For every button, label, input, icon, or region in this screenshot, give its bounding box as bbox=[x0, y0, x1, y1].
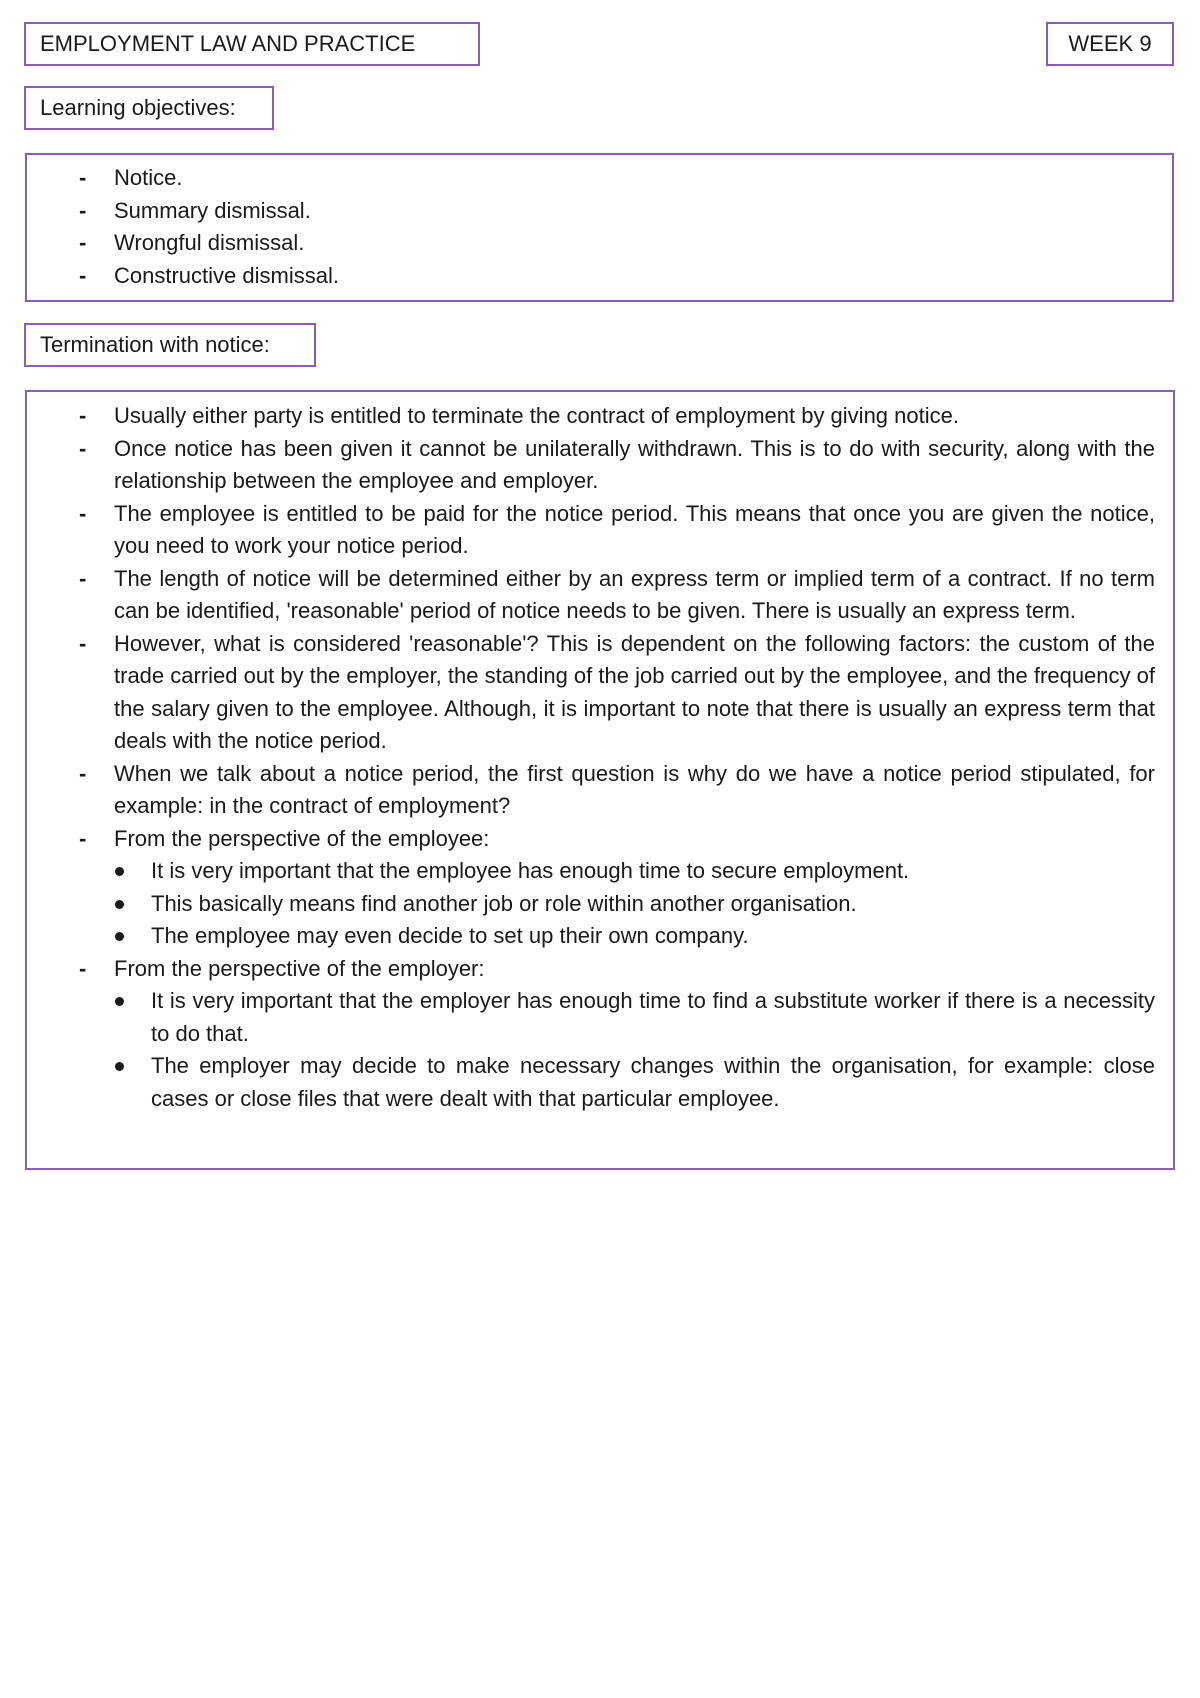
note-item bbox=[27, 433, 1173, 498]
note-text: Usually either party is entitled to terminate the contract of employment by giving notice. bbox=[114, 403, 959, 428]
employer-perspective-heading bbox=[27, 953, 1173, 986]
dash-marker: - bbox=[79, 165, 87, 190]
bullet-text: The employee may even decide to set up their own company. bbox=[151, 923, 749, 948]
dash-marker: - bbox=[79, 230, 87, 255]
note-text: The length of notice will be determined either by an express term or implied term of a contract. If no term can be identified, 'reasonable' period of notice needs to be given. There is usually an express term. bbox=[114, 565, 1155, 623]
objective-text: Wrongful dismissal. bbox=[114, 230, 305, 255]
employer-bullet bbox=[27, 1050, 1173, 1115]
dash-marker: - bbox=[79, 435, 87, 461]
termination-heading: Termination with notice: bbox=[24, 323, 316, 367]
dash-marker: - bbox=[79, 760, 87, 786]
objective-item bbox=[27, 162, 1172, 195]
note-text: However, what is considered 'reasonable'? This is dependent on the following factors: the custom of the trade carried out by the employer, the standing of the job carried out by the employee, and the frequency of the salary given to the employee. Although, it is important to note that there is usually an express term that deals with the notice period. bbox=[114, 630, 1155, 753]
objective-item bbox=[27, 227, 1172, 260]
objective-text: Constructive dismissal. bbox=[114, 262, 339, 288]
objective-text: Summary dismissal. bbox=[114, 197, 311, 223]
dash-marker: - bbox=[79, 565, 87, 591]
bullet-dot-icon bbox=[115, 867, 124, 876]
note-text: From the perspective of the employee: bbox=[114, 825, 490, 851]
dash-marker: - bbox=[79, 262, 87, 288]
note-item bbox=[27, 758, 1173, 823]
note-item bbox=[27, 628, 1173, 758]
dash-marker: - bbox=[79, 500, 87, 526]
employee-perspective-heading bbox=[27, 823, 1173, 856]
bullet-text: It is very important that the employer has enough time to find a substitute worker if there is a necessity to do that. bbox=[151, 988, 1155, 1046]
dash-marker: - bbox=[79, 825, 87, 851]
bullet-text: It is very important that the employee has enough time to secure employment. bbox=[151, 858, 910, 883]
objective-item bbox=[27, 195, 1172, 228]
bullet-dot-icon bbox=[115, 997, 124, 1006]
note-item bbox=[27, 400, 1173, 433]
bullet-dot-icon bbox=[115, 932, 124, 941]
termination-notes-list bbox=[27, 392, 1173, 1115]
bullet-text: The employer may decide to make necessary changes within the organisation, for example: close cases or close files that were dealt with that particular employee. bbox=[151, 1053, 1155, 1111]
learning-objectives-box bbox=[25, 153, 1174, 302]
week-label: WEEK 9 bbox=[1046, 22, 1174, 66]
learning-objectives-heading: Learning objectives: bbox=[24, 86, 274, 130]
objective-text: Notice. bbox=[114, 165, 183, 190]
note-text: From the perspective of the employer: bbox=[114, 955, 485, 981]
dash-marker: - bbox=[79, 197, 87, 223]
employee-bullet bbox=[27, 888, 1173, 921]
note-text: The employee is entitled to be paid for the notice period. This means that once you are given the notice, you need to work your notice period. bbox=[114, 500, 1155, 558]
termination-notes-box bbox=[25, 390, 1175, 1170]
dash-marker: - bbox=[79, 955, 87, 981]
note-text: Once notice has been given it cannot be unilaterally withdrawn. This is to do with security, along with the relationship between the employee and employer. bbox=[114, 435, 1155, 493]
document-title: EMPLOYMENT LAW AND PRACTICE bbox=[24, 22, 480, 66]
learning-objectives-list bbox=[27, 155, 1172, 292]
note-item bbox=[27, 563, 1173, 628]
employee-bullet bbox=[27, 855, 1173, 888]
bullet-dot-icon bbox=[115, 1062, 124, 1071]
bullet-dot-icon bbox=[115, 900, 124, 909]
note-item bbox=[27, 498, 1173, 563]
employer-bullet bbox=[27, 985, 1173, 1050]
dash-marker: - bbox=[79, 630, 87, 656]
note-text: When we talk about a notice period, the first question is why do we have a notice period stipulated, for example: in the contract of employment? bbox=[114, 760, 1155, 818]
dash-marker: - bbox=[79, 403, 87, 428]
objective-item bbox=[27, 260, 1172, 293]
bullet-text: This basically means find another job or role within another organisation. bbox=[151, 890, 857, 916]
employee-bullet bbox=[27, 920, 1173, 953]
